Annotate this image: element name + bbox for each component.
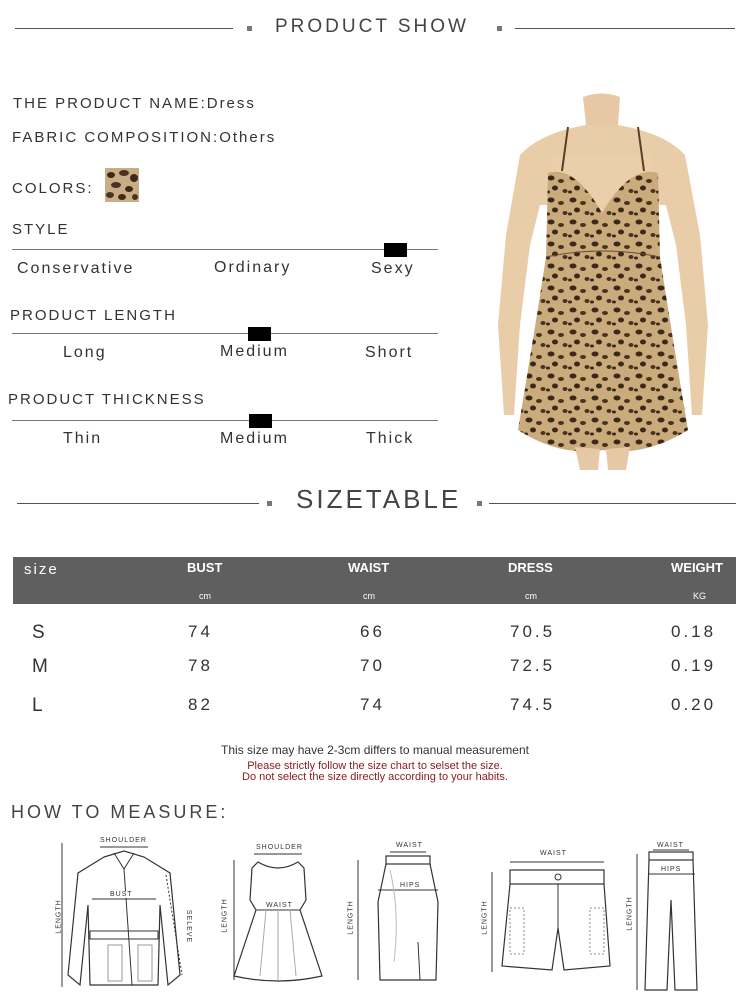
length-scale-line <box>12 333 438 334</box>
pants-diagram <box>625 840 725 995</box>
cell-dress-m: 72.5 <box>510 656 556 675</box>
fabric-row <box>12 129 276 146</box>
jacket-sleeve-label: SELEVE <box>185 909 193 944</box>
col-header-weight: WEIGHT <box>671 560 723 575</box>
thickness-marker <box>249 414 272 428</box>
length-option-short: Short <box>365 344 414 361</box>
cell-weight-m: 0.19 <box>671 656 717 675</box>
jacket-bust-label: BUST <box>110 891 133 898</box>
thickness-option-thin: Thin <box>63 430 103 447</box>
dress-waist-label: WAIST <box>266 902 293 909</box>
shorts-length-label: LENGTH <box>481 900 489 935</box>
thickness-title: PRODUCT THICKNESS <box>8 391 206 408</box>
skirt-waist-label: WAIST <box>396 842 423 849</box>
jacket-diagram <box>48 835 198 995</box>
unit-bust: cm <box>199 591 211 601</box>
header-rule-left <box>15 28 233 29</box>
style-option-sexy: Sexy <box>371 260 415 277</box>
length-option-long: Long <box>63 344 107 361</box>
unit-dress: cm <box>525 591 537 601</box>
shorts-diagram <box>470 848 620 978</box>
cell-waist-s: 66 <box>360 622 385 641</box>
cell-weight-s: 0.18 <box>671 622 717 641</box>
dress-diagram <box>212 840 332 990</box>
cell-bust-s: 74 <box>188 622 213 641</box>
cell-dress-l: 74.5 <box>510 695 556 714</box>
fabric-label: FABRIC COMPOSITION: <box>12 129 220 146</box>
note-line-2: Please strictly follow the size chart to selset the size. <box>247 760 503 772</box>
note-line-3: Do not select the size directly according to your habits. <box>242 771 508 783</box>
thickness-option-medium: Medium <box>220 430 289 447</box>
thickness-scale-line <box>12 420 438 421</box>
color-swatch-leopard[interactable] <box>105 168 139 202</box>
product-name-value: Dress <box>206 95 256 112</box>
style-marker <box>384 243 407 257</box>
unit-waist: cm <box>363 591 375 601</box>
style-scale-line <box>12 249 438 250</box>
style-option-ordinary: Ordinary <box>214 259 292 276</box>
length-option-medium: Medium <box>220 343 289 360</box>
skirt-hips-label: HIPS <box>400 882 421 889</box>
cell-waist-m: 70 <box>360 656 385 675</box>
colors-label: COLORS: <box>12 180 94 197</box>
sizetable-dot-left <box>267 501 272 506</box>
cell-size-s: S <box>32 622 48 643</box>
fabric-value: Others <box>219 129 277 146</box>
skirt-diagram <box>340 842 450 987</box>
header-dot-left <box>247 26 252 31</box>
skirt-length-label: LENGTH <box>347 900 355 935</box>
col-header-waist: WAIST <box>348 560 390 575</box>
col-header-bust: BUST <box>187 560 223 575</box>
product-photo <box>480 85 730 470</box>
jacket-shoulder-label: SHOULDER <box>100 837 147 844</box>
pants-hips-label: HIPS <box>661 866 682 873</box>
cell-size-l: L <box>32 695 46 716</box>
sizetable-rule-right <box>489 503 736 504</box>
jacket-length-label: LENGTH <box>55 899 63 934</box>
unit-weight: KG <box>693 591 707 601</box>
dress-shoulder-label: SHOULDER <box>256 844 303 851</box>
length-marker <box>248 327 271 341</box>
header-rule-right <box>515 28 735 29</box>
cell-bust-m: 78 <box>188 656 213 675</box>
pants-waist-label: WAIST <box>657 842 684 849</box>
style-title: STYLE <box>12 221 70 238</box>
product-name-row <box>13 95 256 112</box>
pants-length-label: LENGTH <box>626 896 634 931</box>
sizetable-dot-right <box>477 501 482 506</box>
length-title: PRODUCT LENGTH <box>10 307 177 324</box>
header-dot-right <box>497 26 502 31</box>
col-header-size: size <box>24 561 59 578</box>
style-option-conservative: Conservative <box>17 260 135 277</box>
product-name-label: THE PRODUCT NAME: <box>13 95 207 112</box>
col-header-dress: DRESS <box>508 560 553 575</box>
how-to-measure-title: HOW TO MEASURE: <box>11 802 229 822</box>
cell-weight-l: 0.20 <box>671 695 717 714</box>
shorts-waist-label: WAIST <box>540 850 567 857</box>
cell-bust-l: 82 <box>188 695 213 714</box>
cell-dress-s: 70.5 <box>510 622 556 641</box>
product-show-title: PRODUCT SHOW <box>275 16 469 37</box>
cell-waist-l: 74 <box>360 695 385 714</box>
sizetable-title: SIZETABLE <box>296 484 462 514</box>
note-line-1: This size may have 2-3cm differs to manual measurement <box>221 743 529 757</box>
thickness-option-thick: Thick <box>366 430 415 447</box>
cell-size-m: M <box>32 656 51 677</box>
sizetable-rule-left <box>17 503 259 504</box>
dress-length-label: LENGTH <box>221 898 229 933</box>
